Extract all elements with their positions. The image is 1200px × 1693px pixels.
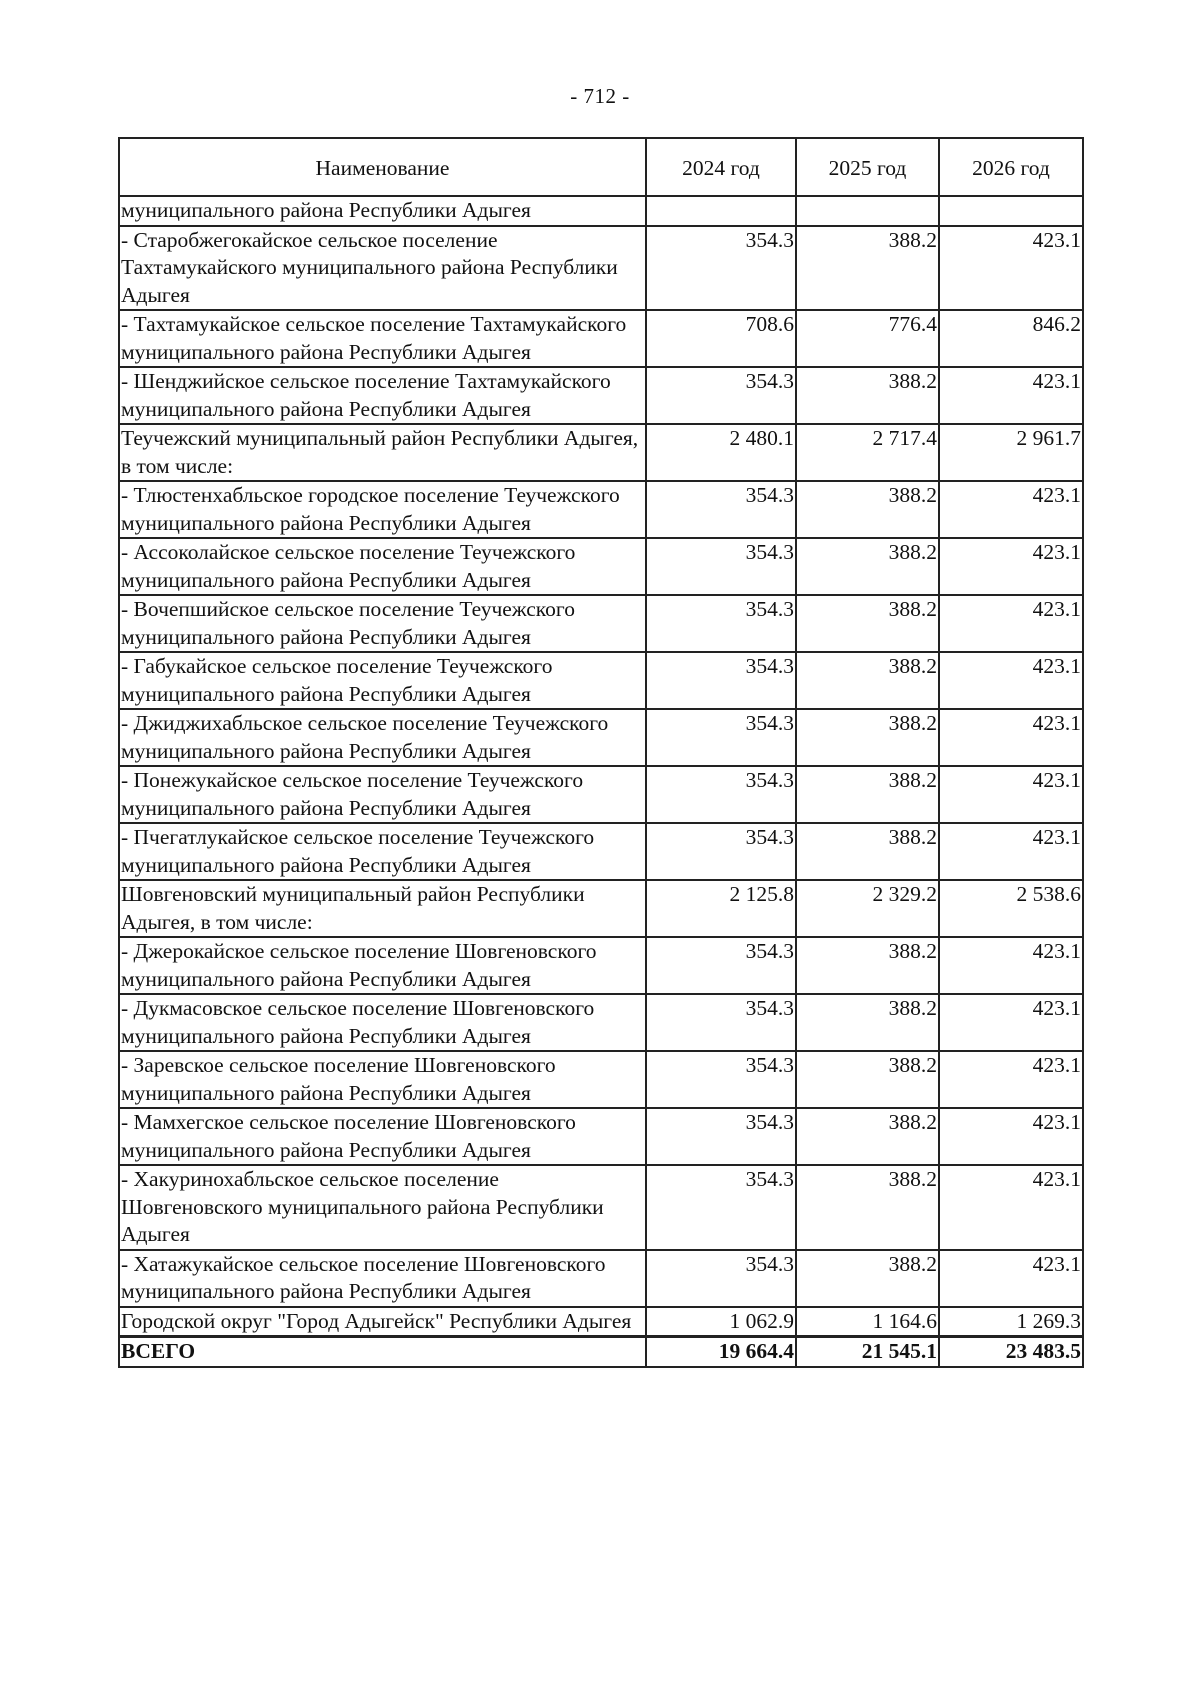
value-2025: 388.2	[796, 481, 939, 538]
table-row	[119, 766, 1083, 823]
row-name: - Пчегатлукайское сельское поселение Теучежского муниципального района Республики Адыгея	[119, 823, 646, 880]
table-row	[119, 1051, 1083, 1108]
value-2026: 2 961.7	[939, 424, 1083, 481]
table-row	[119, 1108, 1083, 1165]
value-2024: 354.3	[646, 1108, 796, 1165]
value-2025: 388.2	[796, 226, 939, 311]
value-2026: 423.1	[939, 481, 1083, 538]
value-2024: 708.6	[646, 310, 796, 367]
value-2026: 423.1	[939, 709, 1083, 766]
value-2026: 423.1	[939, 595, 1083, 652]
header-name: Наименование	[119, 138, 646, 196]
value-2026: 423.1	[939, 937, 1083, 994]
table-row	[119, 424, 1083, 481]
table-row	[119, 709, 1083, 766]
row-name: - Джиджихабльское сельское поселение Теучежского муниципального района Республики Адыгея	[119, 709, 646, 766]
header-2024: 2024 год	[646, 138, 796, 196]
row-name: - Джерокайское сельское поселение Шовгеновского муниципального района Республики Адыгея	[119, 937, 646, 994]
value-2026: 423.1	[939, 226, 1083, 311]
row-name: - Мамхегское сельское поселение Шовгеновского муниципального района Республики Адыгея	[119, 1108, 646, 1165]
row-name: Городской округ "Город Адыгейск" Республики Адыгея	[119, 1307, 646, 1337]
value-2026: 423.1	[939, 1165, 1083, 1250]
value-2024: 354.3	[646, 367, 796, 424]
row-name: - Хакуринохабльское сельское поселение Шовгеновского муниципального района Республики Адыгея	[119, 1165, 646, 1250]
row-name: - Вочепшийское сельское поселение Теучежского муниципального района Республики Адыгея	[119, 595, 646, 652]
table-row	[119, 1307, 1083, 1337]
value-2024: 2 480.1	[646, 424, 796, 481]
value-2024: 1 062.9	[646, 1307, 796, 1337]
value-2025: 388.2	[796, 937, 939, 994]
header-2025: 2025 год	[796, 138, 939, 196]
value-2025: 2 329.2	[796, 880, 939, 937]
value-2025: 388.2	[796, 709, 939, 766]
table-row	[119, 1250, 1083, 1307]
row-name: - Дукмасовское сельское поселение Шовгеновского муниципального района Республики Адыгея	[119, 994, 646, 1051]
value-2024	[646, 196, 796, 226]
value-2026: 423.1	[939, 367, 1083, 424]
row-name: Теучежский муниципальный район Республики Адыгея, в том числе:	[119, 424, 646, 481]
row-name: муниципального района Республики Адыгея	[119, 196, 646, 226]
value-2024: 354.3	[646, 1165, 796, 1250]
table-row	[119, 481, 1083, 538]
row-name: - Хатажукайское сельское поселение Шовгеновского муниципального района Республики Адыгея	[119, 1250, 646, 1307]
value-2024: 354.3	[646, 481, 796, 538]
row-name: - Понежукайское сельское поселение Теучежского муниципального района Республики Адыгея	[119, 766, 646, 823]
value-2026: 423.1	[939, 538, 1083, 595]
value-2024: 354.3	[646, 226, 796, 311]
total-2026: 23 483.5	[939, 1337, 1083, 1367]
value-2026: 2 538.6	[939, 880, 1083, 937]
value-2026: 846.2	[939, 310, 1083, 367]
total-2025: 21 545.1	[796, 1337, 939, 1367]
value-2024: 354.3	[646, 709, 796, 766]
value-2026: 423.1	[939, 1250, 1083, 1307]
value-2026: 423.1	[939, 652, 1083, 709]
row-name: - Габукайское сельское поселение Теучежского муниципального района Республики Адыгея	[119, 652, 646, 709]
value-2024: 354.3	[646, 652, 796, 709]
row-name: - Ассоколайское сельское поселение Теучежского муниципального района Республики Адыгея	[119, 538, 646, 595]
value-2026	[939, 196, 1083, 226]
table-row	[119, 367, 1083, 424]
value-2024: 354.3	[646, 994, 796, 1051]
table-body	[119, 196, 1083, 1337]
table-row	[119, 226, 1083, 311]
value-2024: 2 125.8	[646, 880, 796, 937]
value-2026: 1 269.3	[939, 1307, 1083, 1337]
value-2025: 388.2	[796, 1250, 939, 1307]
table-row	[119, 652, 1083, 709]
table-row	[119, 937, 1083, 994]
value-2025: 1 164.6	[796, 1307, 939, 1337]
value-2025: 388.2	[796, 1108, 939, 1165]
table-row	[119, 823, 1083, 880]
total-2024: 19 664.4	[646, 1337, 796, 1367]
row-name: Шовгеновский муниципальный район Республики Адыгея, в том числе:	[119, 880, 646, 937]
value-2025: 388.2	[796, 994, 939, 1051]
value-2024: 354.3	[646, 595, 796, 652]
table-row	[119, 595, 1083, 652]
value-2026: 423.1	[939, 766, 1083, 823]
table-row	[119, 310, 1083, 367]
page-number: - 712 -	[570, 84, 630, 108]
header-2026: 2026 год	[939, 138, 1083, 196]
value-2026: 423.1	[939, 1108, 1083, 1165]
value-2024: 354.3	[646, 823, 796, 880]
value-2025: 388.2	[796, 1165, 939, 1250]
table-row	[119, 538, 1083, 595]
allocation-table	[118, 137, 1084, 1368]
row-name: - Тлюстенхабльское городское поселение Теучежского муниципального района Республики Адыгея	[119, 481, 646, 538]
table-row	[119, 1165, 1083, 1250]
value-2025: 388.2	[796, 823, 939, 880]
value-2025: 388.2	[796, 652, 939, 709]
value-2025: 388.2	[796, 367, 939, 424]
table-row	[119, 994, 1083, 1051]
value-2026: 423.1	[939, 994, 1083, 1051]
value-2024: 354.3	[646, 1250, 796, 1307]
value-2025: 388.2	[796, 766, 939, 823]
value-2024: 354.3	[646, 1051, 796, 1108]
row-name: - Тахтамукайское сельское поселение Тахтамукайского муниципального района Республики Адыгея	[119, 310, 646, 367]
table-row	[119, 880, 1083, 937]
value-2024: 354.3	[646, 766, 796, 823]
value-2025	[796, 196, 939, 226]
value-2024: 354.3	[646, 538, 796, 595]
row-name: - Шенджийское сельское поселение Тахтамукайского муниципального района Республики Адыгея	[119, 367, 646, 424]
value-2025: 388.2	[796, 595, 939, 652]
value-2026: 423.1	[939, 823, 1083, 880]
value-2024: 354.3	[646, 937, 796, 994]
value-2026: 423.1	[939, 1051, 1083, 1108]
value-2025: 388.2	[796, 1051, 939, 1108]
value-2025: 2 717.4	[796, 424, 939, 481]
total-label: ВСЕГО	[119, 1337, 646, 1367]
row-name: - Старобжегокайское сельское поселение Тахтамукайского муниципального района Республики Адыгея	[119, 226, 646, 311]
value-2025: 388.2	[796, 538, 939, 595]
value-2025: 776.4	[796, 310, 939, 367]
row-name: - Заревское сельское поселение Шовгеновского муниципального района Республики Адыгея	[119, 1051, 646, 1108]
table-header-row	[119, 138, 1083, 196]
continuation-row	[119, 196, 1083, 226]
total-row	[119, 1337, 1083, 1367]
